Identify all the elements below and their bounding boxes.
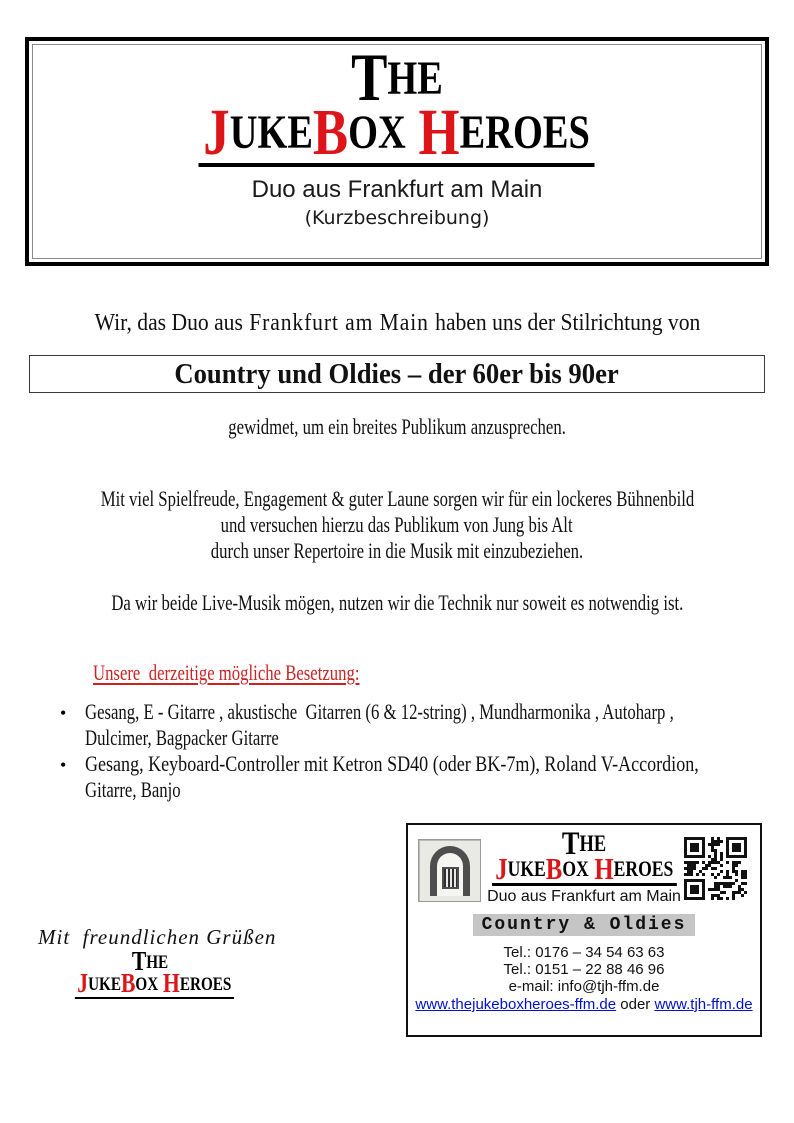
logo-word-jukebox-heroes: JUKEBOX HEROES (199, 109, 595, 167)
genre-banner-text: Country und Oldies – der 60er bis 90er (174, 358, 620, 390)
website-link-primary[interactable]: www.thejukeboxheroes-ffm.de (415, 996, 617, 1013)
card-email: e-mail: info@tjh-ffm.de (508, 978, 660, 995)
logo-word-jukebox-heroes: JUKEBOX HEROES (75, 975, 234, 999)
lineup-item-2-line1: Gesang, Keyboard-Controller mit Ketron SD40 (oder BK-7m), Roland V-Accordion, (85, 751, 699, 776)
logo-word-the: THE (561, 826, 607, 862)
card-links (408, 996, 760, 1013)
intro-text: Wir, das Duo aus Frankfurt am Main haben uns der Stilrichtung von (94, 310, 700, 336)
signature-logo (55, 946, 245, 999)
lineup-list (60, 699, 794, 803)
lineup-item-1 (60, 699, 794, 751)
lineup-item-2 (60, 751, 794, 803)
stage-paragraph-line1: Mit viel Spielfreude, Engagement & guter Laune sorgen wir für ein lockeres Bühnenbild (100, 486, 694, 511)
lineup-item-1-line2: Dulcimer, Bagpacker Gitarre (85, 725, 279, 750)
bullet-icon: • (60, 755, 67, 775)
jukebox-grille (442, 867, 459, 889)
band-logo-main (33, 39, 761, 169)
card-subtitle: Duo aus Frankfurt am Main (487, 888, 681, 905)
website-link-secondary[interactable]: www.tjh-ffm.de (654, 996, 753, 1013)
logo-word-the: THE (131, 946, 169, 976)
logo-word-jukebox-heroes: JUKEBOX HEROES (492, 858, 676, 886)
stage-paragraph (0, 486, 794, 564)
card-phone-1: Tel.: 0176 – 34 54 63 63 (503, 944, 665, 961)
header-title-box (25, 37, 769, 266)
bullet-icon: • (60, 703, 67, 723)
dedication-line: gewidmet, um ein breites Publikum anzusprechen. (228, 414, 566, 439)
card-genre-badge: Country & Oldies (473, 914, 696, 936)
header-subtitle: Duo aus Frankfurt am Main (251, 176, 543, 203)
lineup-item-1-line1: Gesang, E - Gitarre , akustische Gitarren (6 & 12-string) , Mundharmonika , Autoharp , (85, 699, 674, 724)
stage-paragraph-line3: durch unser Repertoire in die Musik mit einzubeziehen. (210, 538, 584, 563)
lineup-heading: Unsere derzeitige mögliche Besetzung: (93, 660, 360, 685)
header-note: (Kurzbeschreibung) (304, 207, 490, 229)
business-card (406, 823, 762, 1037)
intro-line (0, 310, 794, 337)
link-separator: oder (620, 996, 651, 1013)
genre-banner-box (29, 355, 765, 393)
header-title-box-inner (32, 39, 762, 259)
closing-greeting: Mit freundlichen Grüßen (38, 925, 277, 949)
card-phone-2: Tel.: 0151 – 22 88 46 96 (503, 961, 665, 978)
stage-paragraph-line2: und versuchen hierzu das Publikum von Jung bis Alt (220, 512, 574, 537)
logo-word-the: THE (351, 39, 443, 115)
technique-line: Da wir beide Live-Musik mögen, nutzen wir die Technik nur soweit es notwendig ist. (111, 590, 683, 615)
lineup-item-2-line2: Gitarre, Banjo (85, 777, 181, 802)
